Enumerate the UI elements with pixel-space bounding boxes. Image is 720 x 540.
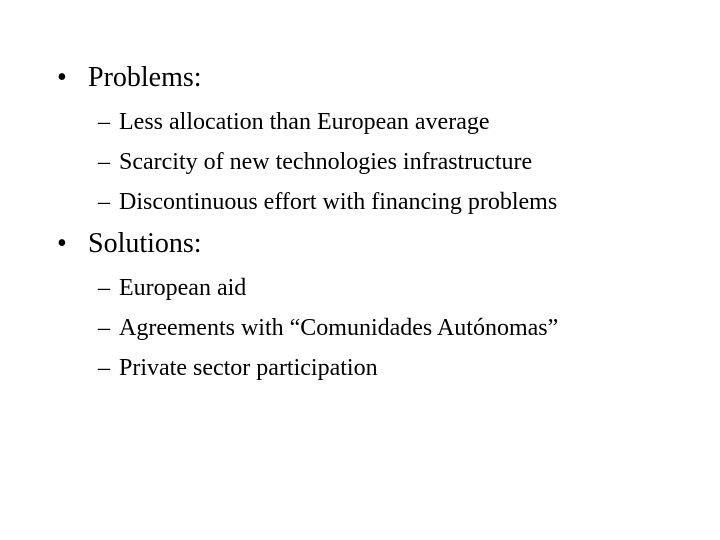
dash-icon: – [98, 315, 110, 341]
list-item [0, 102, 720, 142]
list-item-text: Less allocation than European average [119, 109, 490, 135]
list-item-text: Discontinuous effort with financing problems [119, 189, 558, 215]
section-solutions [0, 224, 720, 388]
list-item-text: Private sector participation [119, 355, 378, 381]
list-item [0, 348, 720, 388]
bullet-dot-icon: • [57, 228, 67, 259]
heading-problems: Problems: [88, 62, 202, 93]
list-item [0, 182, 720, 222]
list-item [0, 308, 720, 348]
dash-icon: – [98, 189, 110, 215]
dash-icon: – [98, 275, 110, 301]
bullet-solutions [0, 224, 720, 264]
list-item [0, 142, 720, 182]
heading-solutions: Solutions: [88, 228, 202, 259]
list-item-text: Scarcity of new technologies infrastructure [119, 149, 533, 175]
list-item-text: European aid [119, 275, 247, 301]
section-problems [0, 58, 720, 222]
bullet-dot-icon: • [57, 62, 67, 93]
dash-icon: – [98, 109, 110, 135]
dash-icon: – [98, 355, 110, 381]
problems-list [0, 102, 720, 222]
solutions-list [0, 268, 720, 388]
list-item [0, 268, 720, 308]
dash-icon: – [98, 149, 110, 175]
bullet-problems [0, 58, 720, 98]
list-item-text: Agreements with “Comunidades Autónomas” [119, 315, 559, 341]
